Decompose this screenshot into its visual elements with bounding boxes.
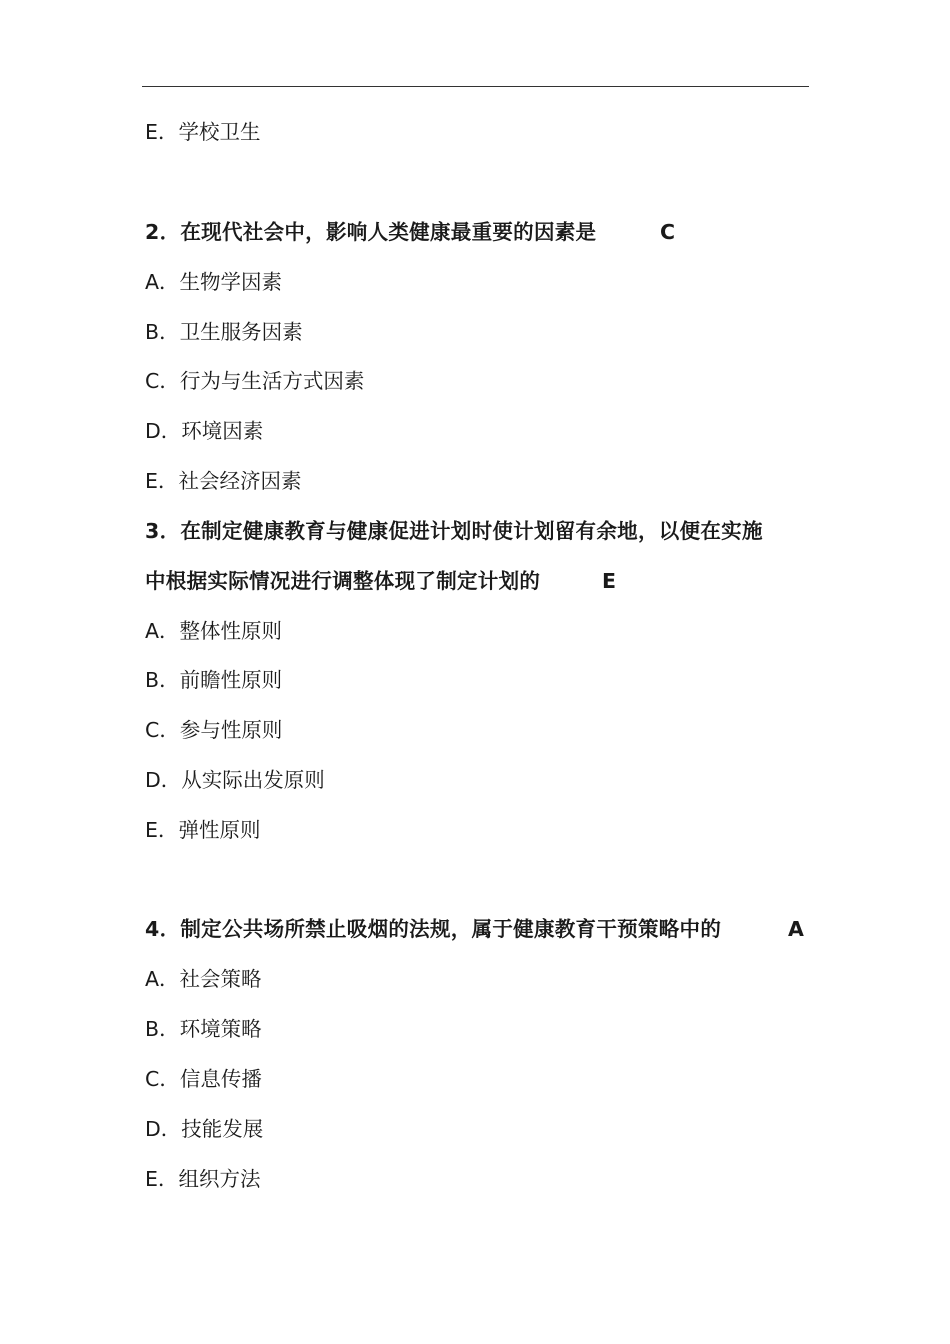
question-3-option-a: A．整体性原则: [145, 619, 283, 643]
question-2-stem: 2．在现代社会中，影响人类健康最重要的因素是: [145, 220, 597, 244]
question-4-option-a: A．社会策略: [145, 967, 262, 991]
question-3-answer: E: [602, 569, 617, 593]
question-2-option-d: D．环境因素: [145, 419, 264, 443]
option-e-prev: E．学校卫生: [145, 120, 261, 144]
question-3-stem-line1: 3．在制定健康教育与健康促进计划时使计划留有余地，以便在实施: [145, 519, 763, 543]
question-3-stem-line2: 中根据实际情况进行调整体现了制定计划的: [145, 569, 541, 593]
question-3-option-b: B．前瞻性原则: [145, 668, 283, 692]
question-4-option-d: D．技能发展: [145, 1117, 264, 1141]
question-3-option-c: C．参与性原则: [145, 718, 283, 742]
question-4-option-b: B．环境策略: [145, 1017, 262, 1041]
question-3-option-e: E．弹性原则: [145, 818, 261, 842]
header-rule: [142, 86, 809, 87]
question-4-stem: 4．制定公共场所禁止吸烟的法规，属于健康教育干预策略中的: [145, 917, 722, 941]
question-4-option-e: E．组织方法: [145, 1167, 261, 1191]
question-3-option-d: D．从实际出发原则: [145, 768, 325, 792]
question-2-answer: C: [660, 220, 676, 244]
question-4-answer: A: [788, 917, 804, 941]
question-2-option-e: E．社会经济因素: [145, 469, 302, 493]
question-2-option-b: B．卫生服务因素: [145, 320, 303, 344]
question-2-option-c: C．行为与生活方式因素: [145, 369, 365, 393]
question-2-option-a: A．生物学因素: [145, 270, 283, 294]
question-4-option-c: C．信息传播: [145, 1067, 262, 1091]
